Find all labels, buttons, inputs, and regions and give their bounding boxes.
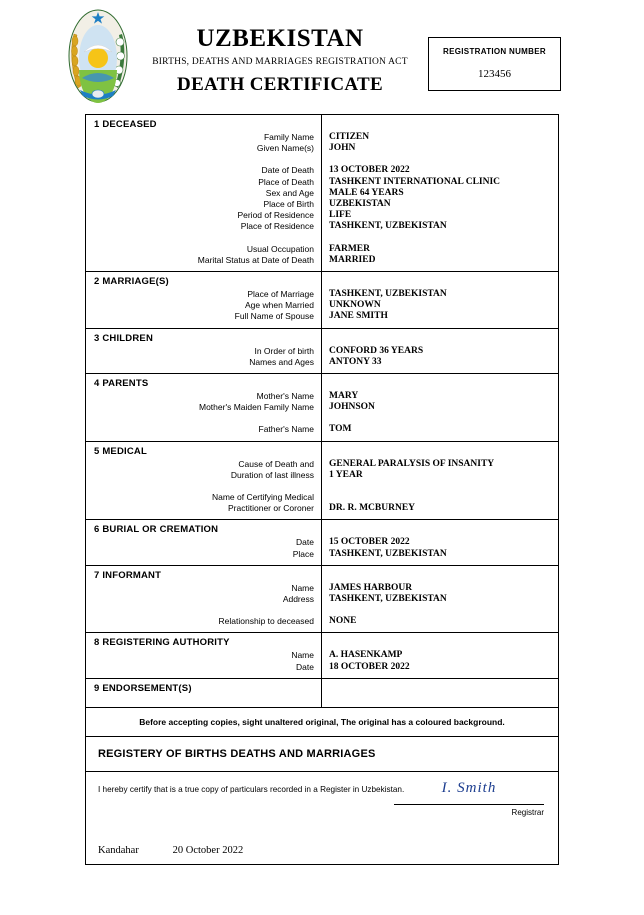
- field-label: Date of Death: [261, 165, 314, 176]
- field-label: Name: [291, 650, 314, 661]
- section-rows: [86, 346, 558, 373]
- section-rows: [86, 537, 558, 564]
- field-value: A. HASENKAMP: [321, 650, 558, 661]
- field-value: UZBEKISTAN: [321, 199, 558, 210]
- field-value: TASHKENT INTERNATIONAL CLINIC: [321, 177, 558, 188]
- section-medical: [86, 442, 558, 521]
- field-label: Period of Residence: [237, 210, 314, 221]
- field-value: 13 OCTOBER 2022: [321, 165, 558, 176]
- field-value: MARRIED: [321, 255, 558, 266]
- certification-block: [86, 772, 558, 864]
- field-label: Duration of last illness: [230, 469, 314, 480]
- copy-notice: Before accepting copies, sight unaltered original, The original has a coloured background.: [86, 708, 558, 737]
- title-block: [140, 24, 420, 96]
- field-value: JOHN: [321, 143, 558, 154]
- country-title: UZBEKISTAN: [196, 25, 364, 52]
- field-label: Place of Marriage: [247, 289, 314, 300]
- act-subtitle: BIRTHS, DEATHS AND MARRIAGES REGISTRATION ACT: [152, 57, 408, 67]
- section-heading: 7 INFORMANT: [94, 569, 162, 581]
- field-label: [86, 696, 321, 707]
- field-label: Relationship to deceased: [218, 616, 314, 627]
- section-children: [86, 329, 558, 374]
- section-rows: [86, 289, 558, 328]
- registration-number-label: REGISTRATION NUMBER: [443, 47, 546, 56]
- field-label: In Order of birth: [254, 345, 314, 356]
- section-heading: 6 BURIAL OR CREMATION: [94, 524, 219, 536]
- issue-place: Kandahar: [98, 844, 139, 856]
- certificate-table: [85, 114, 559, 865]
- field-label: [86, 233, 321, 244]
- field-label: Marital Status at Date of Death: [197, 254, 314, 265]
- field-label: Name: [291, 582, 314, 593]
- field-label: [86, 154, 321, 165]
- document-title: DEATH CERTIFICATE: [177, 74, 383, 95]
- field-value: 18 OCTOBER 2022: [321, 662, 558, 673]
- field-value: MARY: [321, 391, 558, 402]
- field-value: DR. R. MCBURNEY: [321, 503, 558, 514]
- section-rows: [86, 696, 558, 707]
- registry-heading: REGISTERY OF BIRTHS DEATHS AND MARRIAGES: [86, 737, 558, 772]
- field-label: Full Name of Spouse: [234, 311, 314, 322]
- field-label: Place of Death: [258, 176, 314, 187]
- field-value: GENERAL PARALYSIS OF INSANITY: [321, 459, 558, 470]
- section-heading: 1 DECEASED: [94, 119, 157, 130]
- registration-number-value: 123456: [478, 68, 511, 80]
- field-value: MALE 64 YEARS: [321, 188, 558, 199]
- field-value: TASHKENT, UZBEKISTAN: [321, 549, 558, 560]
- field-label: Name of Certifying Medical: [211, 492, 314, 503]
- field-label: Names and Ages: [249, 356, 314, 367]
- section-marriages: [86, 272, 558, 329]
- field-label: Family Name: [263, 132, 314, 142]
- field-value: TOM: [321, 424, 558, 435]
- uzbekistan-coat-of-arms-icon: [68, 8, 128, 104]
- field-value: [321, 481, 558, 492]
- field-label: Mother's Maiden Family Name: [199, 402, 314, 413]
- field-label: [86, 481, 321, 492]
- field-label: [86, 605, 321, 616]
- signature-line: [394, 804, 544, 805]
- field-value: [321, 233, 558, 244]
- field-value: [321, 605, 558, 616]
- document-header: [0, 0, 644, 112]
- field-value: [321, 154, 558, 165]
- field-label: Father's Name: [258, 424, 314, 435]
- field-label: Sex and Age: [265, 187, 314, 198]
- field-label: Mother's Name: [256, 391, 314, 402]
- field-label: Cause of Death and: [238, 458, 314, 469]
- field-value: FARMER: [321, 244, 558, 255]
- field-value: TASHKENT, UZBEKISTAN: [321, 221, 558, 232]
- field-value: LIFE: [321, 210, 558, 221]
- section-burial-cremation: [86, 520, 558, 565]
- section-heading: 3 CHILDREN: [94, 332, 154, 344]
- section-deceased: [86, 115, 558, 272]
- section-rows: [86, 650, 558, 677]
- section-endorsements: [86, 679, 558, 708]
- section-rows: [86, 583, 558, 633]
- field-value: [321, 492, 558, 503]
- section-rows: [86, 459, 558, 520]
- section-heading: 5 MEDICAL: [94, 445, 147, 457]
- certification-text: I hereby certify that is a true copy of particulars recorded in a Register in Uzbekistan.: [98, 784, 405, 794]
- signature-block: [394, 780, 544, 817]
- section-heading: 4 PARENTS: [94, 378, 149, 390]
- field-value: [321, 413, 558, 424]
- field-label: Place of Residence: [240, 221, 314, 232]
- section-rows: [86, 132, 558, 271]
- registrar-label: Registrar: [511, 807, 544, 817]
- field-value: ANTONY 33: [321, 357, 558, 368]
- field-value: [321, 696, 558, 707]
- field-label: Address: [282, 594, 314, 605]
- place-and-date: [98, 845, 243, 856]
- section-parents: [86, 374, 558, 442]
- field-label: Usual Occupation: [246, 243, 314, 254]
- field-label: Given Name(s): [256, 143, 314, 154]
- field-value: JAMES HARBOUR: [321, 583, 558, 594]
- registrar-signature: I. Smith: [441, 779, 497, 796]
- section-rows: [86, 391, 558, 441]
- issue-date: 20 October 2022: [172, 844, 244, 856]
- field-value: NONE: [321, 616, 558, 627]
- field-value: JOHNSON: [321, 402, 558, 413]
- field-value: 1 YEAR: [321, 470, 558, 481]
- section-informant: [86, 566, 558, 634]
- registration-number-box: [428, 37, 561, 91]
- field-label: Age when Married: [245, 300, 314, 311]
- section-heading: 2 MARRIAGE(S): [94, 276, 169, 288]
- field-label: Practitioner or Coroner: [228, 503, 314, 514]
- section-heading: 8 REGISTERING AUTHORITY: [94, 637, 230, 649]
- field-value: CONFORD 36 YEARS: [321, 346, 558, 357]
- field-value: JANE SMITH: [321, 311, 558, 322]
- field-label: Place: [292, 548, 314, 559]
- field-value: CITIZEN: [321, 132, 558, 143]
- section-registering-authority: [86, 633, 558, 678]
- field-label: Place of Birth: [263, 199, 314, 210]
- field-label: Date: [296, 661, 314, 672]
- field-label: [86, 413, 321, 424]
- field-value: 15 OCTOBER 2022: [321, 537, 558, 548]
- field-value: TASHKENT, UZBEKISTAN: [321, 594, 558, 605]
- field-label: Date: [296, 537, 314, 548]
- field-value: TASHKENT, UZBEKISTAN: [321, 289, 558, 300]
- section-heading: 9 ENDORSEMENT(S): [94, 682, 192, 694]
- field-value: UNKNOWN: [321, 300, 558, 311]
